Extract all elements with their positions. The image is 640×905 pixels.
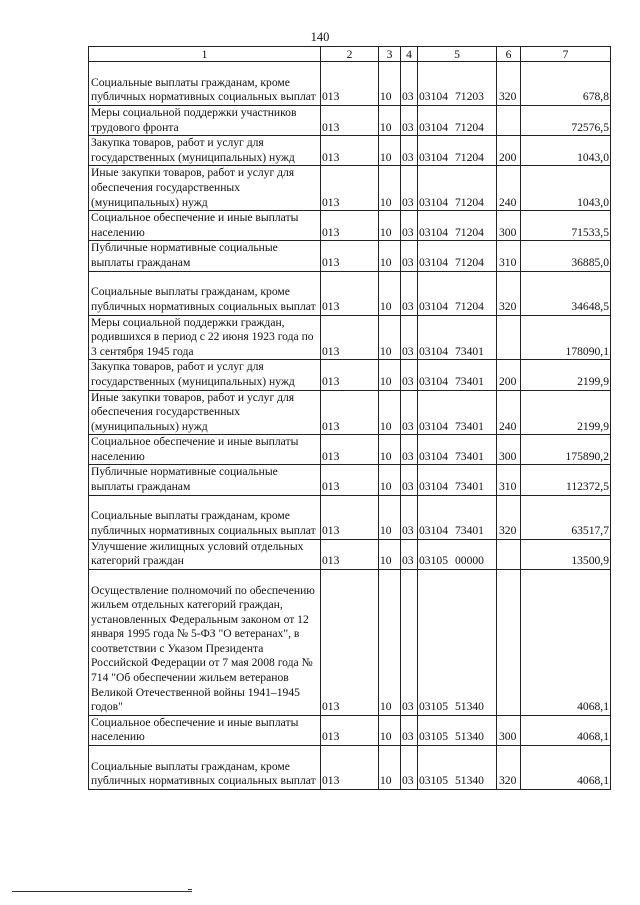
table-row	[89, 569, 611, 715]
row-col-2: 013	[321, 435, 379, 465]
row-col-5-program: 03105	[419, 554, 448, 568]
row-col-4: 03	[401, 62, 418, 106]
row-col-3: 10	[379, 136, 401, 166]
row-col-5	[418, 539, 497, 569]
row-col-7: 1043,0	[521, 136, 611, 166]
row-col-6: 300	[497, 211, 521, 241]
row-col-2: 013	[321, 539, 379, 569]
row-name: Осуществление полномочий по обеспечению жильем отдельных категорий граждан, установленных Федеральным законом от 12 января 1995 года № 5-ФЗ "О ветеранах", в соответствии с Указом Президента Российской Федерации от 7 мая 2008 года № 714 "Об обеспечении жильем ветеранов Великой Отечественной войны 1941–1945 годов"	[89, 569, 321, 715]
row-col-2: 013	[321, 136, 379, 166]
row-col-4: 03	[401, 569, 418, 715]
row-col-7: 175890,2	[521, 435, 611, 465]
row-col-7: 13500,9	[521, 539, 611, 569]
row-col-5	[418, 569, 497, 715]
row-col-5-program: 03104	[419, 195, 448, 209]
row-col-6: 300	[497, 435, 521, 465]
header-col-1: 1	[89, 47, 321, 62]
row-col-3: 10	[379, 166, 401, 211]
row-col-2: 013	[321, 62, 379, 106]
row-col-3: 10	[379, 495, 401, 539]
row-col-5-program: 03105	[419, 774, 448, 788]
row-col-5	[418, 465, 497, 495]
row-col-3: 10	[379, 569, 401, 715]
row-col-4: 03	[401, 539, 418, 569]
row-col-2: 013	[321, 271, 379, 315]
row-col-5-program: 03105	[419, 700, 448, 714]
row-name: Улучшение жилищных условий отдельных категорий граждан	[89, 539, 321, 569]
row-col-2: 013	[321, 211, 379, 241]
page-number: 140	[310, 30, 330, 44]
footer-rule	[12, 891, 192, 892]
row-col-5-program: 03104	[419, 480, 448, 494]
header-row	[89, 47, 611, 62]
row-col-6: 320	[497, 495, 521, 539]
table-row	[89, 136, 611, 166]
row-col-2: 013	[321, 360, 379, 390]
table-row	[89, 241, 611, 271]
row-col-3: 10	[379, 315, 401, 360]
row-col-5-program: 03104	[419, 449, 448, 463]
header-col-4: 4	[401, 47, 418, 62]
row-col-5	[418, 106, 497, 136]
table-row	[89, 271, 611, 315]
row-col-5-direction: 73401	[454, 524, 484, 538]
row-col-7: 34648,5	[521, 271, 611, 315]
row-col-7: 72576,5	[521, 106, 611, 136]
row-col-6: 300	[497, 715, 521, 745]
row-col-5-direction: 71204	[454, 225, 484, 239]
row-col-4: 03	[401, 315, 418, 360]
table-body	[89, 62, 611, 790]
row-col-3: 10	[379, 539, 401, 569]
row-col-5-program: 03104	[419, 374, 448, 388]
row-col-3: 10	[379, 211, 401, 241]
row-col-5	[418, 271, 497, 315]
row-col-3: 10	[379, 271, 401, 315]
row-col-7: 2199,9	[521, 360, 611, 390]
row-col-4: 03	[401, 211, 418, 241]
row-col-6: 240	[497, 390, 521, 435]
row-col-5-program: 03104	[419, 90, 448, 104]
row-col-6: 320	[497, 62, 521, 106]
table-row	[89, 62, 611, 106]
row-name: Социальные выплаты гражданам, кроме публичных нормативных социальных выплат	[89, 62, 321, 106]
row-col-2: 013	[321, 746, 379, 790]
row-col-4: 03	[401, 715, 418, 745]
row-col-5-direction: 73401	[454, 480, 484, 494]
row-col-5	[418, 390, 497, 435]
row-col-5-program: 03104	[419, 150, 448, 164]
row-col-5-direction: 71204	[454, 255, 484, 269]
row-col-5	[418, 62, 497, 106]
row-col-3: 10	[379, 435, 401, 465]
row-col-5	[418, 715, 497, 745]
table-row	[89, 166, 611, 211]
row-col-5-program: 03104	[419, 299, 448, 313]
row-col-4: 03	[401, 136, 418, 166]
row-col-5-direction: 71204	[454, 120, 484, 134]
row-col-6	[497, 315, 521, 360]
row-col-7: 4068,1	[521, 715, 611, 745]
row-col-5-direction: 73401	[454, 344, 484, 358]
row-col-4: 03	[401, 271, 418, 315]
row-col-2: 013	[321, 166, 379, 211]
row-col-7: 71533,5	[521, 211, 611, 241]
row-name: Публичные нормативные социальные выплаты гражданам	[89, 241, 321, 271]
row-col-2: 013	[321, 315, 379, 360]
row-col-5-direction: 71204	[454, 150, 484, 164]
row-col-5-program: 03104	[419, 225, 448, 239]
row-name: Закупка товаров, работ и услуг для государственных (муниципальных) нужд	[89, 360, 321, 390]
row-col-2: 013	[321, 390, 379, 435]
row-col-5-direction: 51340	[454, 774, 484, 788]
row-name: Социальные выплаты гражданам, кроме публичных нормативных социальных выплат	[89, 495, 321, 539]
row-col-5	[418, 166, 497, 211]
row-col-7: 1043,0	[521, 166, 611, 211]
row-col-5-direction: 71204	[454, 195, 484, 209]
row-col-5	[418, 360, 497, 390]
row-col-6: 200	[497, 360, 521, 390]
row-col-2: 013	[321, 465, 379, 495]
table-row	[89, 465, 611, 495]
row-col-7: 112372,5	[521, 465, 611, 495]
row-col-7: 678,8	[521, 62, 611, 106]
row-col-5-direction: 73401	[454, 374, 484, 388]
row-col-3: 10	[379, 746, 401, 790]
header-col-2: 2	[321, 47, 379, 62]
row-col-5	[418, 435, 497, 465]
row-name: Меры социальной поддержки участников трудового фронта	[89, 106, 321, 136]
row-col-5-direction: 71204	[454, 299, 484, 313]
table-row	[89, 390, 611, 435]
row-col-6: 200	[497, 136, 521, 166]
header-col-5: 5	[418, 47, 497, 62]
row-col-7: 36885,0	[521, 241, 611, 271]
row-col-6	[497, 106, 521, 136]
row-col-5-direction: 71203	[454, 90, 484, 104]
row-col-2: 013	[321, 106, 379, 136]
row-col-5-program: 03105	[419, 730, 448, 744]
row-col-5-program: 03104	[419, 524, 448, 538]
row-col-4: 03	[401, 390, 418, 435]
row-col-5-direction: 00000	[454, 554, 484, 568]
row-name: Социальные выплаты гражданам, кроме публичных нормативных социальных выплат	[89, 271, 321, 315]
row-col-5	[418, 746, 497, 790]
row-col-4: 03	[401, 495, 418, 539]
row-col-3: 10	[379, 106, 401, 136]
header-col-7: 7	[521, 47, 611, 62]
row-name: Закупка товаров, работ и услуг для государственных (муниципальных) нужд	[89, 136, 321, 166]
row-col-4: 03	[401, 360, 418, 390]
row-col-3: 10	[379, 465, 401, 495]
row-col-4: 03	[401, 106, 418, 136]
row-col-7: 63517,7	[521, 495, 611, 539]
footer-rule-mark	[188, 889, 192, 894]
row-col-7: 2199,9	[521, 390, 611, 435]
table-row	[89, 539, 611, 569]
row-name: Иные закупки товаров, работ и услуг для обеспечения государственных (муниципальных) нужд	[89, 390, 321, 435]
row-col-5-direction: 51340	[454, 700, 484, 714]
row-col-3: 10	[379, 62, 401, 106]
row-col-7: 4068,1	[521, 569, 611, 715]
row-col-5	[418, 136, 497, 166]
row-col-6: 310	[497, 465, 521, 495]
row-col-5	[418, 241, 497, 271]
table-row	[89, 211, 611, 241]
table-row	[89, 106, 611, 136]
row-col-2: 013	[321, 715, 379, 745]
row-col-7: 178090,1	[521, 315, 611, 360]
row-name: Иные закупки товаров, работ и услуг для обеспечения государственных (муниципальных) нужд	[89, 166, 321, 211]
table-row	[89, 435, 611, 465]
row-col-6	[497, 569, 521, 715]
row-col-7: 4068,1	[521, 746, 611, 790]
row-col-5-program: 03104	[419, 120, 448, 134]
row-col-3: 10	[379, 360, 401, 390]
row-col-3: 10	[379, 390, 401, 435]
header-col-3: 3	[379, 47, 401, 62]
row-col-5-direction: 73401	[454, 419, 484, 433]
row-name: Социальное обеспечение и иные выплаты населению	[89, 211, 321, 241]
row-col-5-direction: 51340	[454, 730, 484, 744]
row-col-3: 10	[379, 241, 401, 271]
row-col-2: 013	[321, 241, 379, 271]
row-col-4: 03	[401, 746, 418, 790]
budget-table	[88, 46, 611, 790]
table-row	[89, 746, 611, 790]
table-row	[89, 360, 611, 390]
table-row	[89, 315, 611, 360]
row-col-5	[418, 495, 497, 539]
row-name: Социальные выплаты гражданам, кроме публичных нормативных социальных выплат	[89, 746, 321, 790]
table-row	[89, 715, 611, 745]
row-col-4: 03	[401, 166, 418, 211]
row-col-5	[418, 211, 497, 241]
row-name: Социальное обеспечение и иные выплаты населению	[89, 715, 321, 745]
row-col-4: 03	[401, 465, 418, 495]
row-col-6	[497, 539, 521, 569]
row-col-5-direction: 73401	[454, 449, 484, 463]
header-col-6: 6	[497, 47, 521, 62]
row-col-5	[418, 315, 497, 360]
row-col-6: 320	[497, 746, 521, 790]
row-name: Меры социальной поддержки граждан, родившихся в период с 22 июня 1923 года по 3 сентября 1945 года	[89, 315, 321, 360]
row-col-5-program: 03104	[419, 344, 448, 358]
table-row	[89, 495, 611, 539]
row-col-2: 013	[321, 495, 379, 539]
row-col-5-program: 03104	[419, 255, 448, 269]
row-name: Социальное обеспечение и иные выплаты населению	[89, 435, 321, 465]
row-col-4: 03	[401, 241, 418, 271]
row-col-6: 240	[497, 166, 521, 211]
row-col-6: 310	[497, 241, 521, 271]
row-col-3: 10	[379, 715, 401, 745]
row-col-6: 320	[497, 271, 521, 315]
row-col-4: 03	[401, 435, 418, 465]
row-col-5-program: 03104	[419, 419, 448, 433]
row-col-2: 013	[321, 569, 379, 715]
row-name: Публичные нормативные социальные выплаты гражданам	[89, 465, 321, 495]
